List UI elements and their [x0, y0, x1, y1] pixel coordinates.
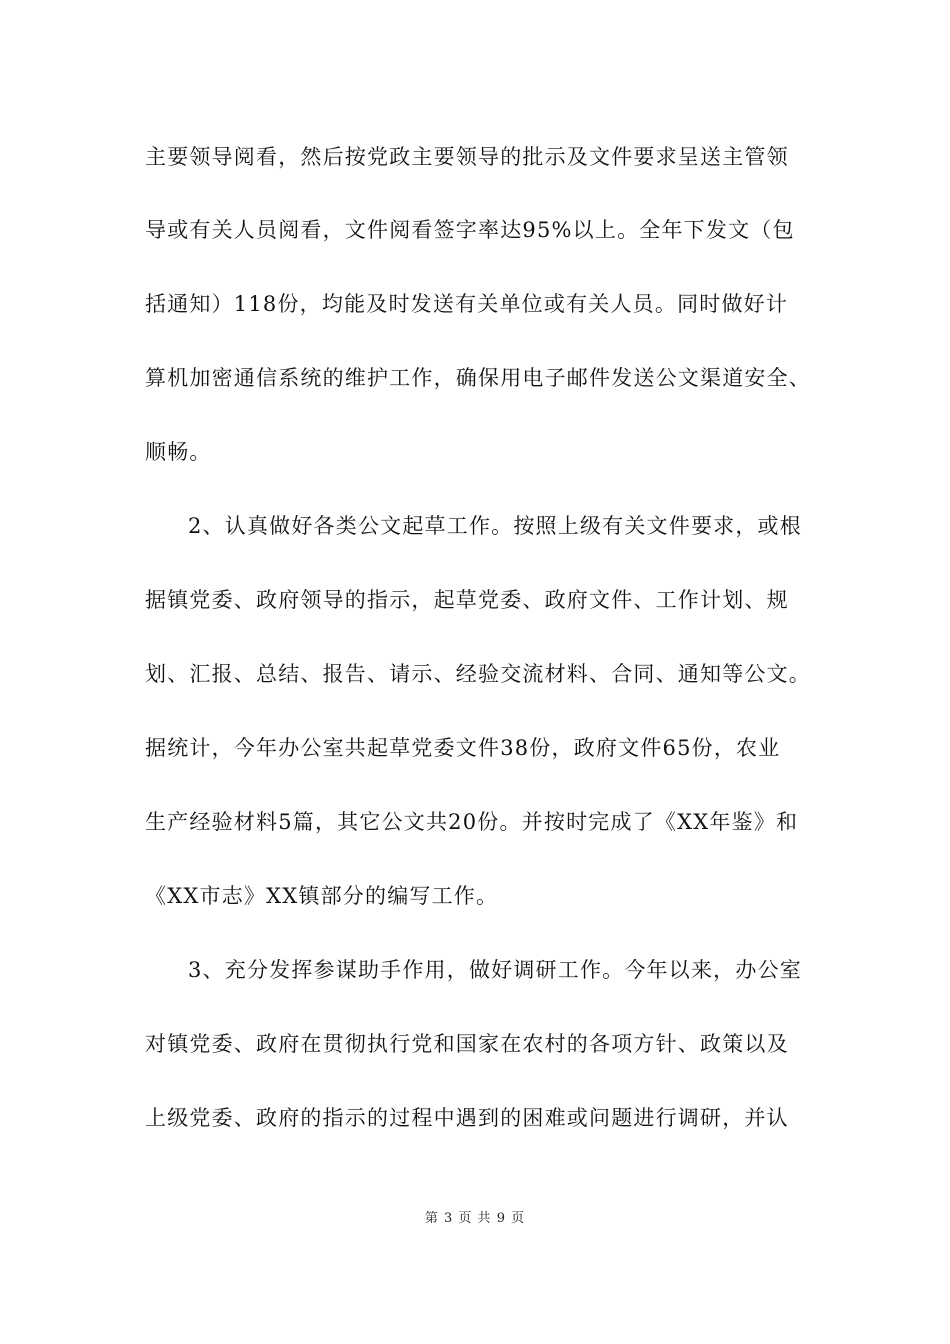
text-line: 括通知）118份，均能及时发送有关单位或有关人员。同时做好计 — [145, 292, 789, 316]
text-line: 对镇党委、政府在贯彻执行党和国家在农村的各项方针、政策以及 — [145, 1032, 789, 1056]
text-line: 导或有关人员阅看，文件阅看签字率达95%以上。全年下发文（包 — [145, 218, 795, 242]
text-line: 生产经验材料5篇，其它公文共20份。并按时完成了《XX年鉴》和 — [145, 810, 799, 834]
text-line: 主要领导阅看，然后按党政主要领导的批示及文件要求呈送主管领 — [145, 145, 789, 169]
text-line: 顺畅。 — [145, 440, 212, 464]
text-line: 《XX市志》XX镇部分的编写工作。 — [145, 884, 499, 908]
page-number-footer: 第 3 页 共 9 页 — [424, 1211, 526, 1226]
text-line: 算机加密通信系统的维护工作，确保用电子邮件发送公文渠道安全、 — [145, 366, 811, 390]
text-line: 据统计，今年办公室共起草党委文件38份，政府文件65份，农业 — [145, 736, 781, 760]
text-line: 划、汇报、总结、报告、请示、经验交流材料、合同、通知等公文。 — [145, 662, 811, 686]
paragraph-start-line: 3、充分发挥参谋助手作用，做好调研工作。今年以来，办公室 — [188, 958, 802, 982]
paragraph-start-line: 2、认真做好各类公文起草工作。按照上级有关文件要求，或根 — [188, 514, 802, 538]
text-line: 上级党委、政府的指示的过程中遇到的困难或问题进行调研，并认 — [145, 1106, 789, 1130]
text-line: 据镇党委、政府领导的指示，起草党委、政府文件、工作计划、规 — [145, 588, 789, 612]
